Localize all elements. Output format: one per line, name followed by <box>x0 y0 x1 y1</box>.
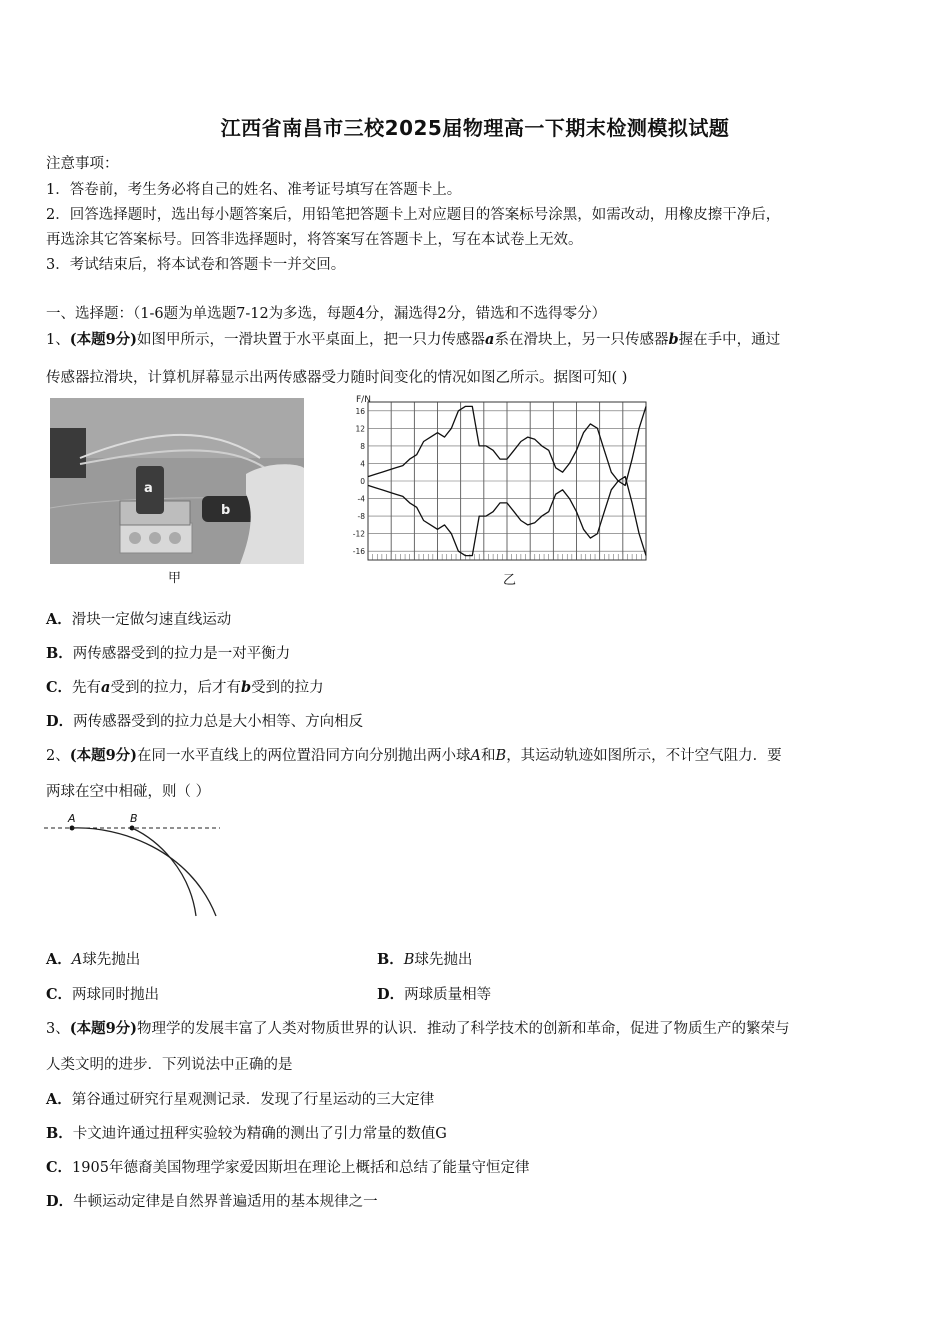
option-text: 两球同时抛出 <box>72 987 160 1003</box>
notice-heading: 注意事项： <box>46 156 119 172</box>
graph-tick-label: -8 <box>357 512 365 522</box>
q3-option-a[interactable] <box>46 1088 434 1109</box>
q1-photo-figure <box>50 398 304 564</box>
q3-stem-line2: 人类文明的进步．下列说法中正确的是 <box>46 1057 293 1073</box>
q1-caption-left: 甲 <box>168 571 182 586</box>
q3-number: 3、 <box>46 1021 70 1037</box>
option-label: B． <box>46 1125 73 1142</box>
q1-photo-label-b: b <box>221 503 231 518</box>
q1-option-d[interactable] <box>46 710 363 731</box>
graph-tick-label: -16 <box>352 547 365 557</box>
q1-photo-drawing <box>50 398 304 564</box>
q1-option-c[interactable] <box>46 676 324 697</box>
graph-tick-label: 4 <box>360 459 365 469</box>
option-var: B <box>403 952 415 968</box>
q2-option-c[interactable] <box>46 983 159 1004</box>
q2-stem-line1 <box>46 744 782 765</box>
q1-stem-line1 <box>46 328 780 349</box>
q1-option-b[interactable] <box>46 642 290 663</box>
option-text: 第谷通过研究行星观测记录．发现了行星运动的三大定律 <box>71 1092 435 1108</box>
graph-tick-label: 12 <box>355 424 365 434</box>
q3-option-b[interactable] <box>46 1122 447 1143</box>
graph-tick-label: -4 <box>357 494 365 504</box>
option-label: B． <box>46 645 73 662</box>
q2-stem-text: ，其运动轨迹如图所示，不计空气阻力．要 <box>506 748 782 764</box>
option-text: 两传感器受到的拉力总是大小相等、方向相反 <box>73 714 364 730</box>
option-var: b <box>240 679 252 696</box>
label-b: B <box>130 812 138 825</box>
graph-tick-label: 8 <box>360 441 365 451</box>
q1-points: (本题9分) <box>69 331 138 348</box>
option-label: D． <box>46 713 74 730</box>
q1-photo-label-a: a <box>144 481 153 496</box>
option-label: C． <box>46 986 73 1003</box>
option-text: 受到的拉力 <box>251 680 324 696</box>
option-label: D． <box>46 1193 74 1210</box>
q1-option-a[interactable] <box>46 608 231 629</box>
option-text: 受到的拉力，后才有 <box>110 680 241 696</box>
q1-stem-line2: 传感器拉滑块，计算机屏幕显示出两传感器受力随时间变化的情况如图乙所示。据图可知( ) <box>46 370 628 386</box>
option-text: 球先抛出 <box>82 952 141 968</box>
section-heading: 一、选择题：（1-6题为单选题7-12为多选，每题4分，漏选得2分，错选和不选得零分） <box>46 306 607 322</box>
notice-item: 1．答卷前，考生务必将自己的姓名、准考证号填写在答题卡上。 <box>46 182 462 198</box>
q1-stem-text: 系在滑块上，另一只传感器 <box>494 332 669 348</box>
graph-tick-label: 16 <box>355 406 365 416</box>
option-text: 1905年德裔美国物理学家爱因斯坦在理论上概括和总结了能量守恒定律 <box>72 1160 530 1176</box>
q1-number: 1、 <box>46 332 70 348</box>
q3-stem-line1 <box>46 1017 790 1038</box>
q1-force-graph <box>340 392 652 568</box>
q2-trajectory-figure <box>40 810 230 922</box>
q3-stem-text: 物理学的发展丰富了人类对物质世界的认识．推动了科学技术的创新和革命，促进了物质生产的繁荣与 <box>137 1021 790 1037</box>
option-text: 先有 <box>72 680 102 696</box>
option-label: A． <box>46 611 72 628</box>
option-label: C． <box>46 1159 73 1176</box>
option-var: A <box>71 952 83 968</box>
q1-var-b: b <box>668 331 679 348</box>
q2-number: 2、 <box>46 748 70 764</box>
q2-var-a: A <box>470 748 482 764</box>
q2-option-b[interactable] <box>377 948 472 969</box>
option-label: D． <box>377 986 405 1003</box>
q2-option-a[interactable] <box>46 948 140 969</box>
graph-grid <box>368 402 646 560</box>
q3-points: (本题9分) <box>69 1020 138 1037</box>
graph-tick-label: 0 <box>360 477 365 486</box>
option-text: 两球质量相等 <box>404 987 492 1003</box>
option-text: 两传感器受到的拉力是一对平衡力 <box>72 646 291 662</box>
q2-var-b: B <box>495 748 507 764</box>
q1-stem-text: 如图甲所示，一滑块置于水平桌面上，把一只力传感器 <box>137 332 486 348</box>
q3-option-c[interactable] <box>46 1156 529 1177</box>
option-text: 滑块一定做匀速直线运动 <box>71 612 232 628</box>
q1-var-a: a <box>485 331 495 348</box>
graph-tick-labels <box>353 407 365 556</box>
trajectory-a <box>72 828 216 916</box>
graph-ylabel: F/N <box>356 395 371 405</box>
label-a: A <box>68 812 76 825</box>
page-title: 江西省南昌市三校2025届物理高一下期末检测模拟试题 <box>220 116 730 140</box>
option-label: A． <box>46 1091 72 1108</box>
notice-item: 2．回答选择题时，选出每小题答案后，用铅笔把答题卡上对应题目的答案标号涂黑，如需改动，用橡皮擦干净后， <box>46 207 781 223</box>
graph-tick-label: -12 <box>352 529 365 539</box>
option-text: 牛顿运动定律是自然界普遍适用的基本规律之一 <box>73 1194 378 1210</box>
q3-option-d[interactable] <box>46 1190 378 1211</box>
notice-item: 3．考试结束后，将本试卷和答题卡一并交回。 <box>46 257 346 273</box>
option-label: A． <box>46 951 72 968</box>
option-text: 球先抛出 <box>414 952 473 968</box>
q1-caption-right: 乙 <box>503 573 517 588</box>
option-label: C． <box>46 679 73 696</box>
option-text: 卡文迪许通过扭秤实验较为精确的测出了引力常量的数值G <box>72 1126 447 1142</box>
option-var: a <box>101 679 111 696</box>
q2-stem-text: 在同一水平直线上的两位置沿同方向分别抛出两小球 <box>137 748 471 764</box>
option-label: B． <box>377 951 404 968</box>
q1-stem-text: 握在手中，通过 <box>678 332 781 348</box>
q2-option-d[interactable] <box>377 983 491 1004</box>
q2-stem-line2: 两球在空中相碰，则（ ） <box>46 784 211 800</box>
q2-points: (本题9分) <box>69 747 138 764</box>
q2-stem-text: 和 <box>481 748 496 764</box>
notice-item: 再选涂其它答案标号。回答非选择题时，将答案写在答题卡上，写在本试卷上无效。 <box>46 232 583 248</box>
